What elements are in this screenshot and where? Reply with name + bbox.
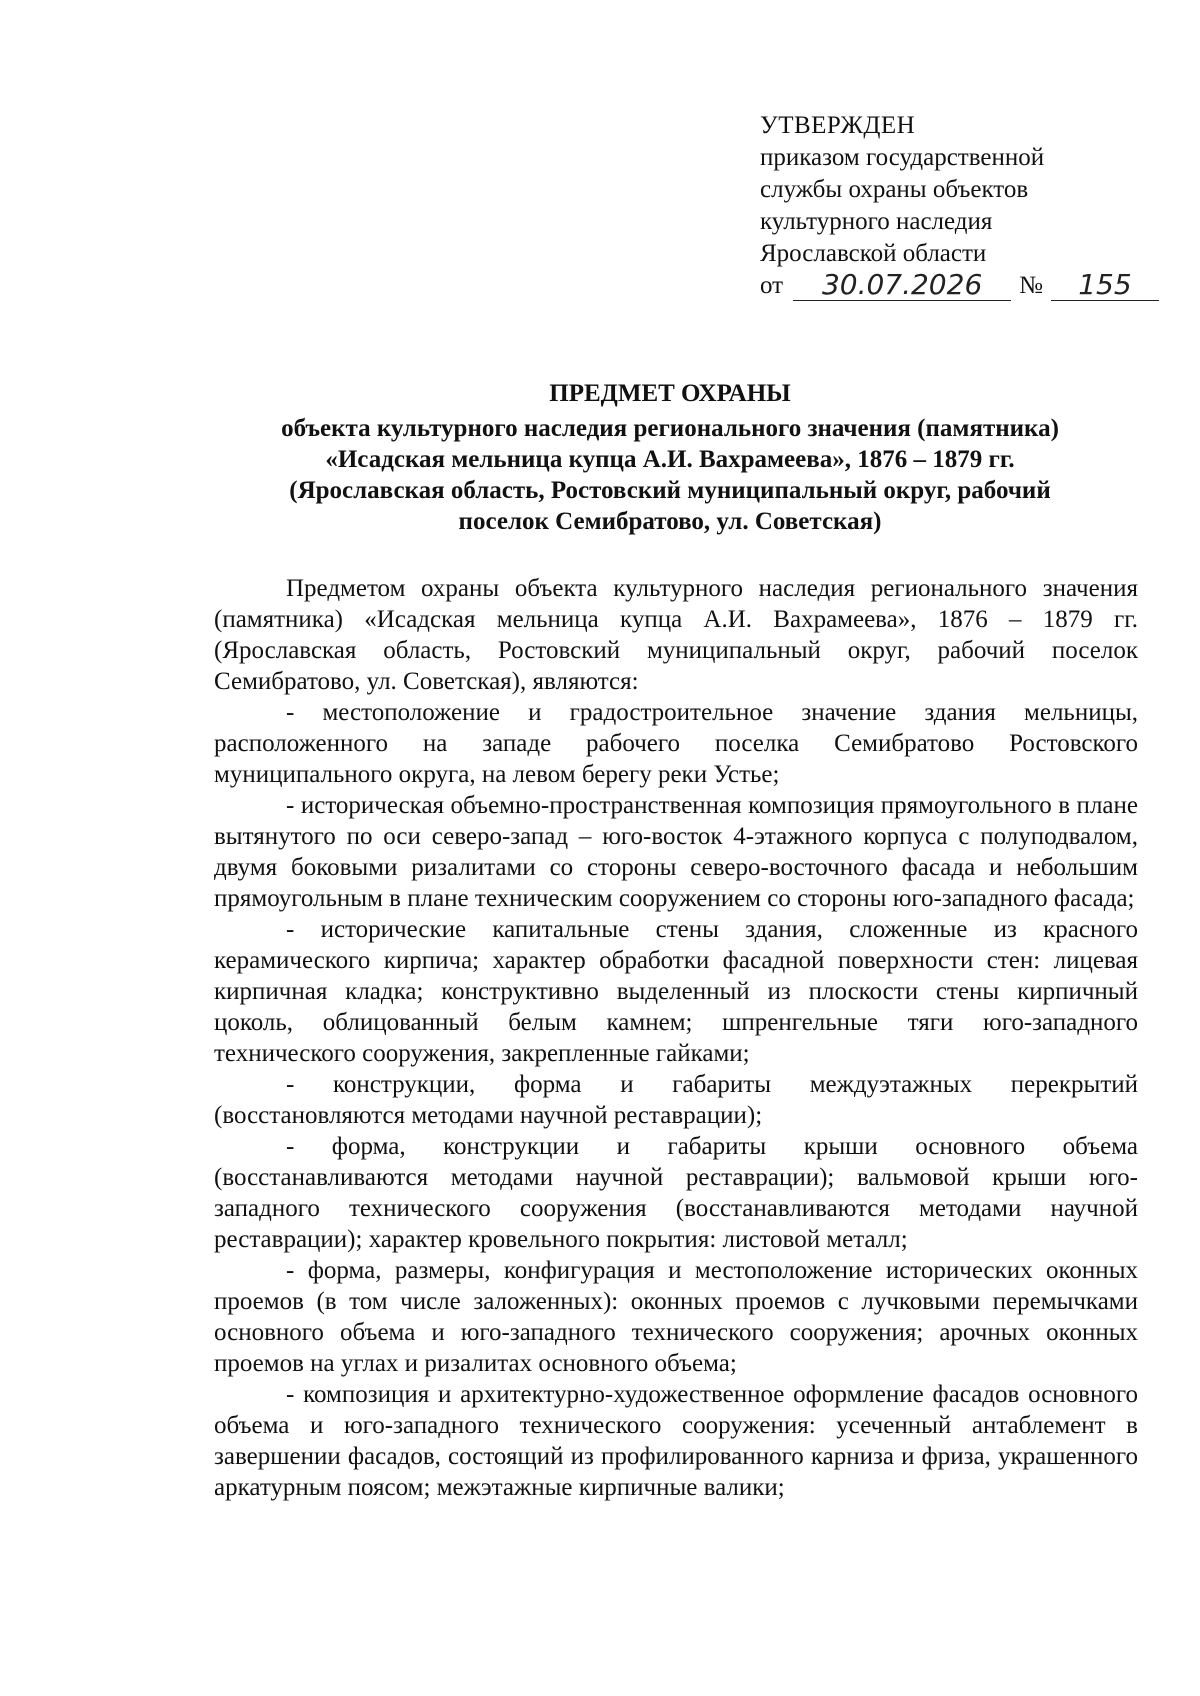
document-body <box>214 573 1138 1503</box>
paragraph-item: - местоположение и градостроительное значение здания мельницы, расположенного на западе рабочего поселка Семибратово Ростовского муниципального округа, на левом берегу реки Устье; <box>214 699 1138 788</box>
paragraph-item: - исторические капитальные стены здания, сложенные из красного керамического кирпича; характер обработки фасадной поверхности стен: лицевая кирпичная кладка; конструктивно выделенный из плоскости стены кирпичный цоколь, облицованный белым камнем; шпренгельные тяги юго-западного технического сооружения, закрепленные гайками; <box>214 916 1138 1067</box>
title-line-2: «Исадская мельница купца А.И. Вахрамеева», 1876 – 1879 гг. <box>325 446 1015 473</box>
paragraph-item: - конструкции, форма и габариты междуэтажных перекрытий (восстановляются методами научной реставрации); <box>214 1071 1138 1129</box>
approval-line-1: приказом государственной <box>760 144 1045 171</box>
order-date-number-row <box>760 270 1180 302</box>
paragraph-item: - форма, размеры, конфигурация и местоположение исторических оконных проемов (в том числе заложенных): оконных проемов с лучковыми перемычками основного объема и юго-западного технического сооружения; арочных оконных проемов на углах и ризалитах основного объема; <box>214 1257 1138 1377</box>
number-label: № <box>1019 272 1043 299</box>
paragraph-item: - историческая объемно-пространственная композиция прямоугольного в плане вытянутого по оси северо-запад – юго-восток 4-этажного корпуса с полуподвалом, двумя боковыми ризалитами со стороны северо-восточного фасада и небольшим прямоугольным в плане техническим сооружением со стороны юго-западного фасада; <box>214 792 1138 912</box>
approval-line-2: службы охраны объектов <box>760 176 1029 203</box>
paragraph-item: - форма, конструкции и габариты крыши основного объема (восстанавливаются методами научной реставрации); вальмовой крыши юго-западного технического сооружения (восстанавливаются методами научной реставрации); характер кровельного покрытия: листовой металл; <box>214 1133 1138 1253</box>
document-title <box>200 378 1140 537</box>
paragraph-item: - композиция и архитектурно-художественное оформление фасадов основного объема и юго-западного технического сооружения: усеченный антаблемент в завершении фасадов, состоящий из профилированного карниза и фриза, украшенного аркатурным поясом; межэтажные кирпичные валики; <box>214 1381 1138 1501</box>
approval-line-4: Ярославской области <box>760 240 987 267</box>
title-line-3: (Ярославская область, Ростовский муниципальный округ, рабочий <box>289 477 1051 504</box>
from-label: от <box>760 272 784 299</box>
order-number: 155 <box>1051 270 1159 301</box>
order-date: 30.07.2026 <box>793 270 1011 301</box>
approval-line-3: культурного наследия <box>760 208 993 235</box>
approved-heading: УТВЕРЖДЕН <box>760 112 916 139</box>
title-line-4: поселок Семибратово, ул. Советская) <box>458 508 882 535</box>
paragraph-intro: Предметом охраны объекта культурного наследия регионального значения (памятника) «Исадская мельница купца А.И. Вахрамеева», 1876 – 1879 гг. (Ярославская область, Ростовский муниципальный округ, рабочий поселок Семибратово, ул. Советская), являются: <box>214 575 1138 695</box>
title-line-1: объекта культурного наследия регионального значения (памятника) <box>281 415 1059 442</box>
title-main: ПРЕДМЕТ ОХРАНЫ <box>549 380 791 407</box>
approval-stamp-block <box>760 110 1180 302</box>
